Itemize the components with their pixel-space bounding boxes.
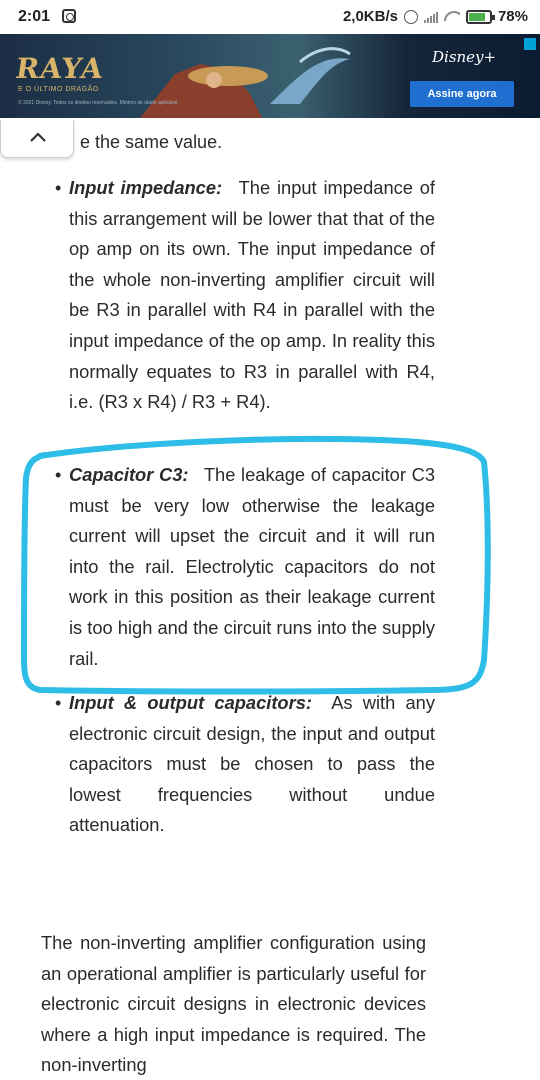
ad-title: RAYA (13, 52, 106, 85)
closing-paragraph: The non-inverting amplifier configuration using an operational amplifier is particularly useful for electronic circuit designs in electronic devices where a high input impedance is required. The non-inverting (41, 932, 426, 1076)
list-item-text: As with any electronic circuit design, the input and output capacitors must be chosen to pass the lowest frequencies without undue attenuation. (69, 692, 435, 836)
bullet-icon: • (55, 693, 62, 713)
list-item-text: The leakage of capacitor C3 must be very low otherwise the leakage current will upset the circuit and it will run into the rail. Electrolytic capacitors do not work in this position as their leakage current is too high and the circuit runs into the supply rail. (69, 464, 435, 669)
battery-level: 78% (497, 8, 528, 25)
list-item-term: Capacitor C3: (69, 464, 189, 485)
intro-fragment: e the same value. (80, 132, 223, 152)
ad-subtitle: E O ÚLTIMO DRAGÃO (18, 86, 99, 93)
ad-fineprint: © 2021 Disney. Todos os direitos reservados. Mínimo de idade aplicável. (18, 100, 179, 106)
status-time: 2:01 (18, 8, 51, 25)
list-item-term: Input impedance: (69, 177, 223, 198)
list-item-term: Input & output capacitors: (69, 692, 312, 713)
bullet-icon: • (55, 465, 62, 485)
list-item-text: The input impedance of this arrangement will be lower that that of the op amp on its own. The input impedance of the whole non-inverting amplifier circuit will be R3 in parallel with R4 in parallel with the input impedance of the op amp. In reality this normally equates to R3 in parallel with R4, i.e. (R3 x R4) / R3 + R4). (69, 177, 436, 413)
bullet-icon: • (55, 178, 62, 198)
network-speed: 2,0KB/s (342, 8, 398, 25)
ad-subscribe-button[interactable]: Assine agora (410, 81, 514, 107)
ad-brand-logo: Disney+ (432, 48, 497, 66)
